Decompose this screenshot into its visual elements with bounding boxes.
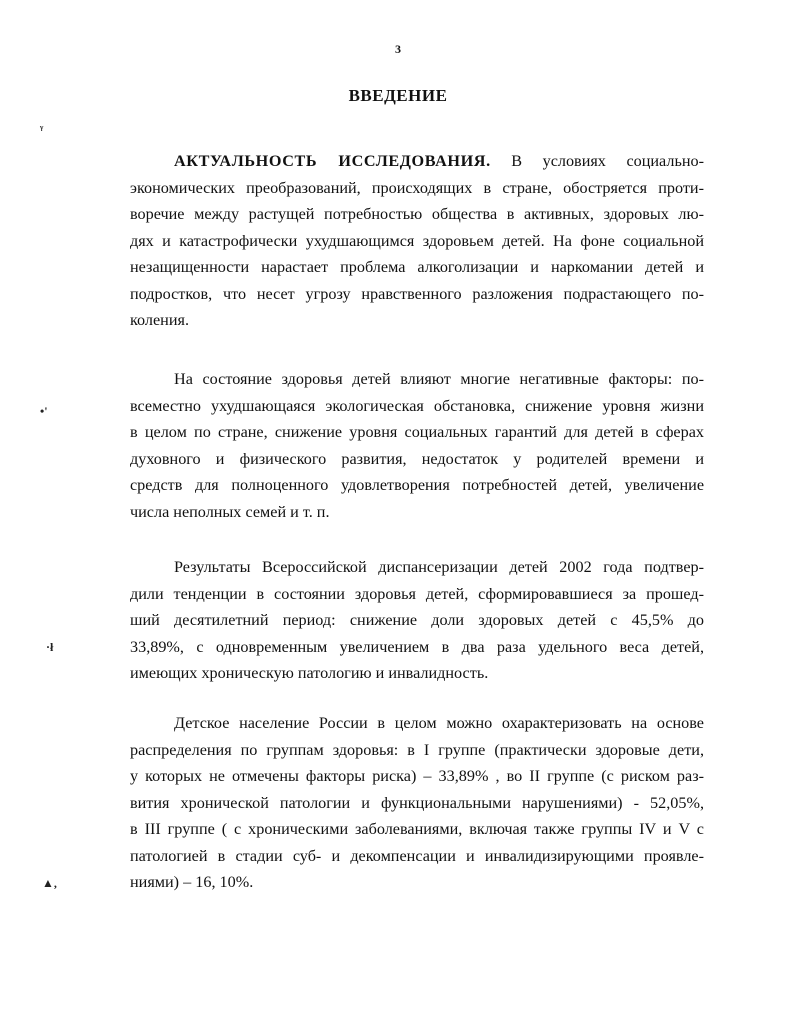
relevance-lead: АКТУАЛЬНОСТЬ ИССЛЕДОВАНИЯ. bbox=[174, 152, 491, 170]
paragraph-line: Детское население России в целом можно охарактеризовать на основе bbox=[174, 714, 704, 732]
paragraph-line: воречие между растущей потребностью общества в активных, здоровых лю- bbox=[130, 205, 704, 223]
paragraph-relevance bbox=[130, 148, 704, 334]
paragraph-line: экономических преобразований, происходящих в стране, обостряется проти- bbox=[130, 178, 704, 197]
paragraph-line: ший десятилетний период: снижение доли здоровых детей с 45,5% до bbox=[130, 611, 704, 629]
paragraph-line: распределения по группам здоровья: в I группе (практически здоровые дети, bbox=[130, 740, 704, 759]
paragraph-results bbox=[130, 554, 704, 687]
margin-mark-4: ▲, bbox=[42, 876, 57, 890]
margin-mark-3: ·ł bbox=[46, 640, 54, 654]
paragraph-line: дили тенденции в состоянии здоровья детей, сформировавшиеся за прошед- bbox=[130, 584, 704, 603]
paragraph-line: патологией в стадии суб- и декомпенсации и инвалидизирующими проявле- bbox=[130, 846, 704, 865]
page-title: ВВЕДЕНИЕ bbox=[348, 86, 448, 105]
paragraph-line: духовного и физического развития, недостаток у родителей времени и bbox=[130, 449, 704, 468]
paragraph-line: На состояние здоровья детей влияют многие негативные факторы: по- bbox=[174, 370, 704, 388]
page-number: 3 bbox=[395, 42, 401, 56]
paragraph-factors bbox=[130, 366, 704, 525]
paragraph-line: в III группе ( с хроническими заболеваниями, включая также группы IV и V с bbox=[130, 820, 704, 838]
paragraph-line: подростков, что несет угрозу нравственного разложения подрастающего по- bbox=[130, 284, 704, 303]
paragraph-line: у которых не отмечены факторы риска) – 33,89% , во II группе (с риском раз- bbox=[130, 767, 704, 785]
paragraph-line: имеющих хроническую патологию и инвалидность. bbox=[130, 664, 489, 682]
margin-mark-2: •' bbox=[40, 404, 48, 418]
paragraph-line: ниями) – 16, 10%. bbox=[130, 873, 254, 891]
paragraph-line bbox=[130, 148, 704, 175]
margin-mark-1: ᵞ bbox=[40, 122, 44, 136]
paragraph-line: Результаты Всероссийской диспансеризации детей 2002 года подтвер- bbox=[174, 558, 704, 576]
paragraph-line: всеместно ухудшающаяся экологическая обстановка, снижение уровня жизни bbox=[130, 396, 704, 415]
paragraph-line: числа неполных семей и т. п. bbox=[130, 502, 330, 521]
paragraph-line: дях и катастрофически ухудшающимся здоровьем детей. На фоне социальной bbox=[130, 231, 704, 250]
line-text: В условиях социально- bbox=[511, 152, 704, 170]
paragraph-line: в целом по стране, снижение уровня социальных гарантий для детей в сферах bbox=[130, 423, 704, 441]
paragraph-health-groups bbox=[130, 710, 704, 896]
paragraph-line: вития хронической патологии и функциональными нарушениями) - 52,05%, bbox=[130, 793, 704, 812]
paragraph-line: коления. bbox=[130, 311, 190, 329]
paragraph-line: 33,89%, с одновременным увеличением в два раза удельного веса детей, bbox=[130, 637, 704, 656]
paragraph-line: незащищенности нарастает проблема алкоголизации и наркомании детей и bbox=[130, 258, 704, 276]
paragraph-line: средств для полноценного удовлетворения потребностей детей, увеличение bbox=[130, 476, 704, 494]
